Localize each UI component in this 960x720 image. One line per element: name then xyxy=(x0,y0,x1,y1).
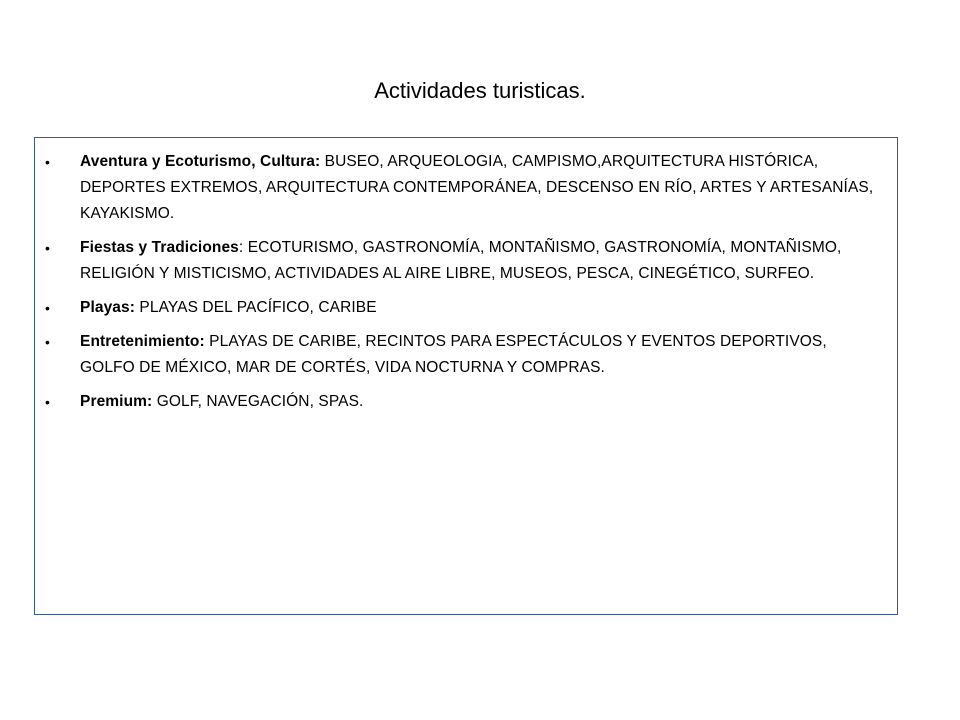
bullet-list xyxy=(45,149,880,423)
bullet-item-premium xyxy=(45,389,880,415)
bullet-text: BUSEO, ARQUEOLOGIA, CAMPISMO,ARQUITECTURA HISTÓRICA, DEPORTES EXTREMOS, ARQUITECTURA CONTEMPORÁNEA, DESCENSO EN RÍO, ARTES Y ARTESANÍAS, KAYAKISMO. xyxy=(80,153,874,222)
bullet-text: PLAYAS DEL PACÍFICO, CARIBE xyxy=(135,299,377,316)
slide-title: Actividades turisticas. xyxy=(374,78,586,103)
bullet-text: PLAYAS DE CARIBE, RECINTOS PARA ESPECTÁCULOS Y EVENTOS DEPORTIVOS, GOLFO DE MÉXICO, MAR DE CORTÉS, VIDA NOCTURNA Y COMPRAS. xyxy=(80,333,827,376)
bullet-label: Entretenimiento: xyxy=(80,333,205,350)
bullet-item-entretenimiento xyxy=(45,329,880,381)
bullet-label: Playas: xyxy=(80,299,135,316)
bullet-icon: • xyxy=(45,300,51,316)
bullet-text: GOLF, NAVEGACIÓN, SPAS. xyxy=(152,393,364,410)
bullet-icon: • xyxy=(45,394,51,410)
bullet-label: Fiestas y Tradiciones xyxy=(80,239,239,256)
bullet-icon: • xyxy=(45,154,51,170)
bullet-item-playas xyxy=(45,295,880,321)
bullet-label: Premium: xyxy=(80,393,153,410)
bullet-icon: • xyxy=(45,240,51,256)
bullet-icon: • xyxy=(45,334,51,350)
bullet-item-aventura xyxy=(45,149,880,227)
bullet-item-fiestas xyxy=(45,235,880,287)
bullet-label: Aventura y Ecoturismo, Cultura: xyxy=(80,153,321,170)
bullet-text: : ECOTURISMO, GASTRONOMÍA, MONTAÑISMO, GASTRONOMÍA, MONTAÑISMO, RELIGIÓN Y MISTICISMO, ACTIVIDADES AL AIRE LIBRE, MUSEOS, PESCA, CINEGÉTICO, SURFEO. xyxy=(80,239,842,282)
content-box xyxy=(34,137,898,615)
